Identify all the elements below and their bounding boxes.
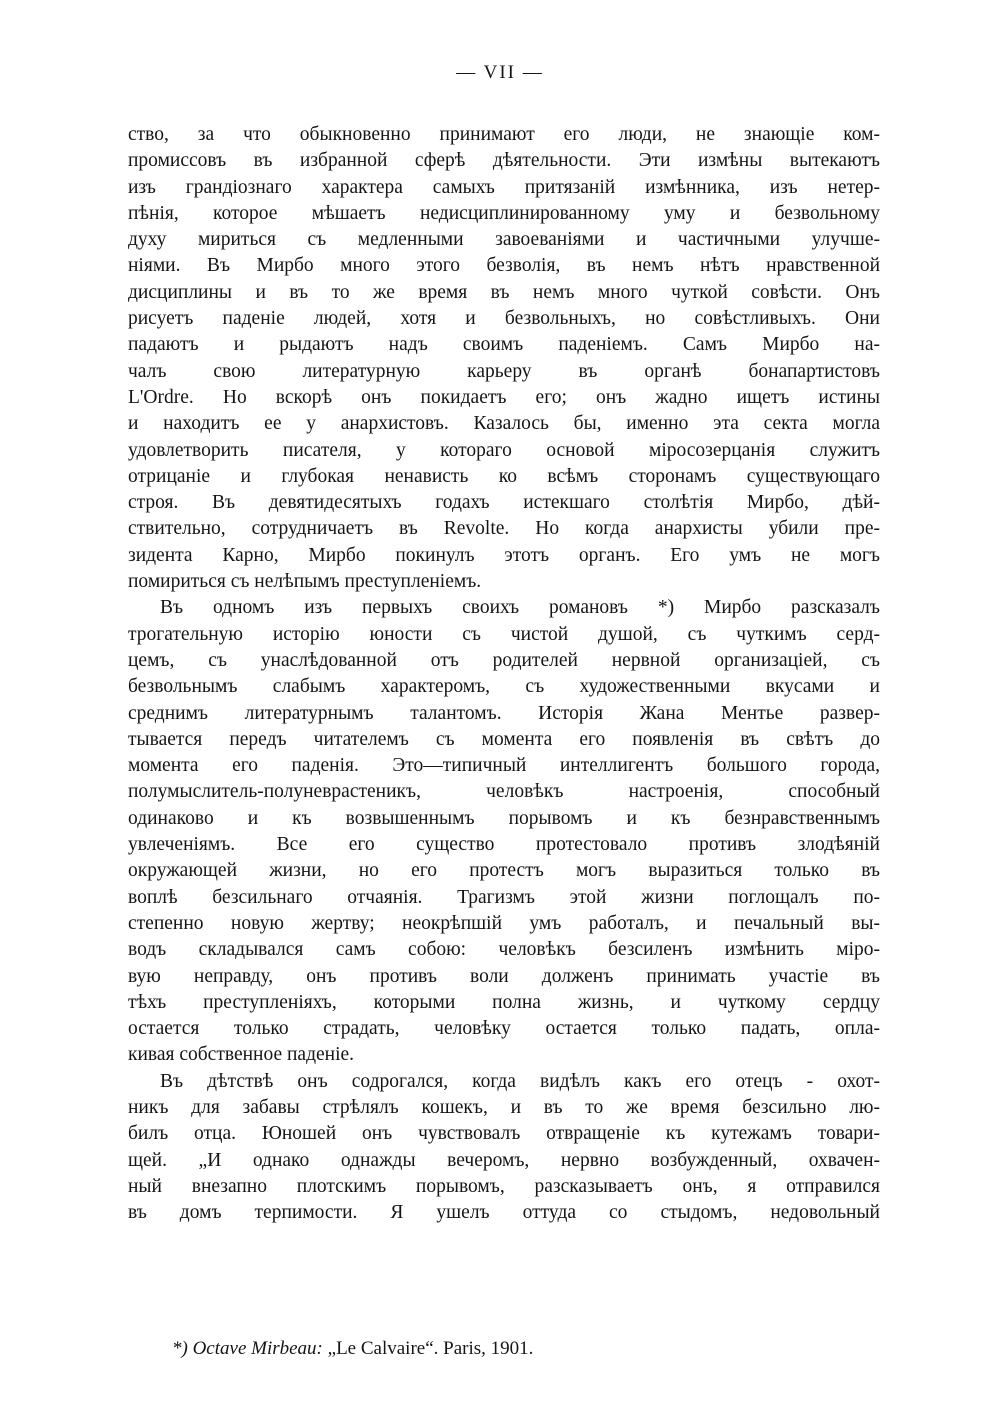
text-line: щей. „И однако однажды вечеромъ, нервно возбужденный, охвачен- [128,1149,880,1171]
text-line: степенно новую жертву; неокрѣпшій умъ работалъ, и печальный вы- [128,912,880,934]
paragraph-2 [128,595,880,1068]
text-line: духу мириться съ медленными завоеваніями и частичными улучше- [128,229,880,251]
body-text [128,122,880,1226]
paragraph-3 [128,1069,880,1227]
text-line: пѣнія, которое мѣшаетъ недисциплинированному уму и безвольному [128,202,880,224]
text-line: въ домъ терпимости. Я ушелъ оттуда со стыдомъ, недовольный [128,1202,880,1224]
text-line: изъ грандіознаго характера самыхъ притязаній измѣнника, изъ нетер- [128,176,880,198]
text-line: водъ складывался самъ собою: человѣкъ безсиленъ измѣнить міро- [128,939,880,961]
text-line: рисуетъ паденіе людей, хотя и безвольныхъ, но совѣстливыхъ. Они [128,308,880,330]
footnote-marker: *) [172,1338,188,1359]
text-line: полумыслитель-полуневрастеникъ, человѣкъ настроенія, способный [128,781,880,803]
text-line: ный внезапно плотскимъ порывомъ, разсказываетъ онъ, я отправился [128,1175,880,1197]
text-line: вую неправду, онъ противъ воли долженъ принимать участіе въ [128,965,880,987]
text-line: ствительно, сотрудничаетъ въ Revolte. Но когда анархисты убили пре- [128,518,880,540]
page-number: — VII — [456,62,544,83]
text-line: безвольнымъ слабымъ характеромъ, съ художественными вкусами и [128,676,880,698]
text-line: билъ отца. Юношей онъ чувствовалъ отвращеніе къ кутежамъ товари- [128,1123,880,1145]
text-line: промиссовъ въ избранной сферѣ дѣятельности. Эти измѣны вытекаютъ [128,150,880,172]
text-line: тѣхъ преступленіяхъ, которыми полна жизнь, и чуткому сердцу [128,991,880,1013]
text-line: тывается передъ читателемъ съ момента его появленія въ свѣтъ до [128,728,880,750]
text-line: зидента Карно, Мирбо покинулъ этотъ органъ. Его умъ не могъ [128,544,880,566]
text-line: чалъ свою литературную карьеру въ органѣ бонапартистовъ [128,360,880,382]
text-line: ніями. Въ Мирбо много этого безволія, въ немъ нѣтъ нравственной [128,255,880,277]
text-line: Въ дѣтствѣ онъ содрогался, когда видѣлъ какъ его отецъ - охот- [160,1070,880,1092]
text-line: трогательную исторію юности съ чистой душой, съ чуткимъ серд- [128,623,880,645]
text-line: Въ одномъ изъ первыхъ своихъ романовъ *) Мирбо разсказалъ [160,597,880,619]
text-line: цемъ, съ унаслѣдованной отъ родителей нервной организаціей, съ [128,649,880,671]
text-line: среднимъ литературнымъ талантомъ. Исторія Жана Ментье развер- [128,702,880,724]
text-line: удовлетворить писателя, у котораго основой міросозерцанія служитъ [128,439,880,461]
text-line: дисциплины и въ то же время въ немъ много чуткой совѣсти. Онъ [128,281,880,303]
text-line: и находитъ ее у анархистовъ. Казалось бы, именно эта секта могла [128,413,880,435]
text-line: L'Ordre. Но вскорѣ онъ покидаетъ его; онъ жадно ищетъ истины [128,386,880,408]
footnote-author: Octave Mirbeau: [192,1338,323,1359]
text-line: одинаково и къ возвышеннымъ порывомъ и къ безнравственнымъ [128,807,880,829]
footnote-title: „Le Calvaire“. Paris, 1901. [327,1338,534,1359]
text-line: момента его паденія. Это—типичный интеллигентъ большого города, [128,755,880,777]
paragraph-1 [128,122,880,595]
text-line: воплѣ безсильнаго отчаянія. Трагизмъ этой жизни поглощалъ по- [128,886,880,908]
text-line: отрицаніе и глубокая ненависть ко всѣмъ сторонамъ существующаго [128,465,880,487]
text-line: падаютъ и рыдаютъ надъ своимъ паденіемъ. Самъ Мирбо на- [128,334,880,356]
text-line: окружающей жизни, но его протестъ могъ выразиться только въ [128,860,880,882]
text-line: кивая собственное паденіе. [128,1044,355,1066]
text-line: увлеченіямъ. Все его существо протестовало противъ злодѣяній [128,834,880,856]
text-line: ство, за что обыкновенно принимают его люди, не знающіе ком- [128,124,880,145]
footnote [172,1338,533,1360]
text-line: никъ для забавы стрѣлялъ кошекъ, и въ то же время безсильно лю- [128,1096,880,1118]
text-line: остается только страдать, человѣку остается только падать, опла- [128,1018,880,1040]
text-line: строя. Въ девятидесятыхъ годахъ истекшаго столѣтія Мирбо, дѣй- [128,492,880,514]
text-line: помириться съ нелѣпымъ преступленіемъ. [128,571,482,593]
